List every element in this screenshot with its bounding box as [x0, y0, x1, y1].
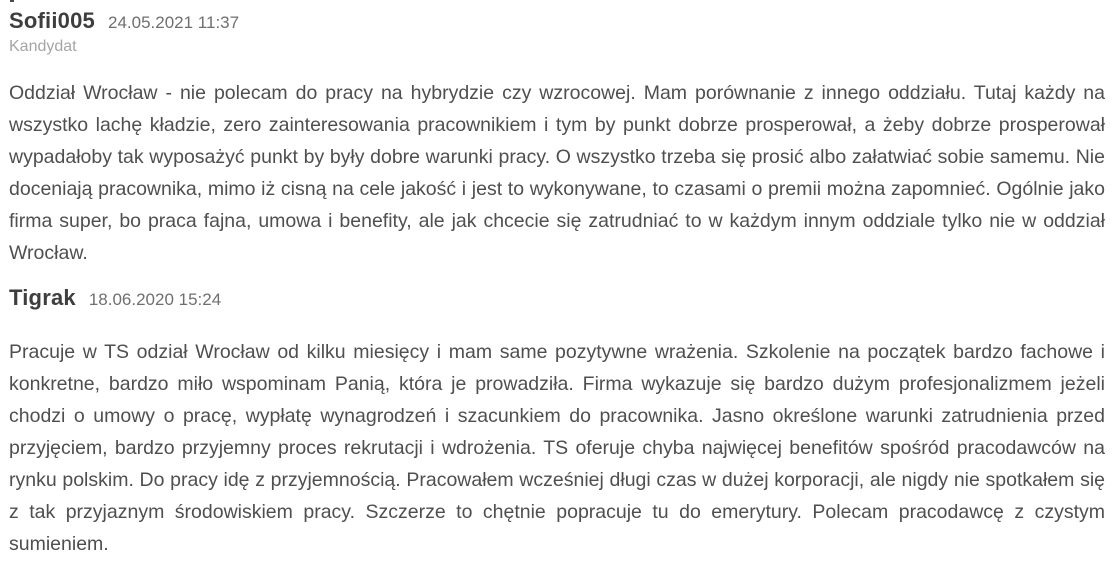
review-timestamp: 24.05.2021 11:37	[107, 13, 240, 32]
review-body-text: Oddział Wrocław - nie polecam do pracy na hybrydzie czy wzrocowej. Mam porównanie z innego oddziału. Tutaj każdy na wszystko lachę kładzie, zero zainteresowania pracownikiem i tym by punkt dobrze prosperował, a żeby dobrze prosperował wypadałoby tak wyposażyć punkt by były dobre warunki pracy. O wszystko trzeba się prosić albo załatwiać sobie samemu. Nie doceniają pracownika, mimo iż cisną na cele jakość i jest to wykonywane, to czasami o premii można zapomnieć. Ogólnie jako firma super, bo praca fajna, umowa i benefity, ale jak chcecie się zatrudniać to w każdym innym oddziale tylko nie w oddział Wrocław.	[9, 82, 1105, 264]
review-author-name: Sofii005	[9, 8, 95, 33]
review-header	[9, 9, 1105, 33]
review-body-text: Pracuje w TS odział Wrocław od kilku miesięcy i mam same pozytywne wrażenia. Szkolenie na początek bardzo fachowe i konkretne, bardzo miło wspominam Panią, która je prowadziła. Firma wykazuje się bardzo dużym profesjonalizmem jeżeli chodzi o umowy o pracę, wypłatę wynagrodzeń i szacunkiem do pracownika. Jasno określone warunki zatrudnienia przed przyjęciem, bardzo przyjemny proces rekrutacji i wdrożenia. TS oferuje chyba najwięcej benefitów spośród pracodawców na rynku polskim. Do pracy idę z przyjemnością. Pracowałem wcześniej długi czas w dużej korporacji, ale nigdy nie spotkałem się z tak przyjaznym środowiskiem pracy. Szczerze to chętnie popracuje tu do emerytury. Polecam pracodawcę z czystym sumieniem.	[9, 341, 1105, 555]
review-item	[9, 9, 1105, 269]
review-timestamp: 18.06.2020 15:24	[88, 290, 222, 309]
review-header	[9, 286, 1105, 310]
top-edge-artifact	[10, 0, 14, 2]
review-item	[9, 286, 1105, 560]
review-author-role: Kandydat	[9, 38, 77, 55]
review-author-name: Tigrak	[9, 285, 76, 310]
